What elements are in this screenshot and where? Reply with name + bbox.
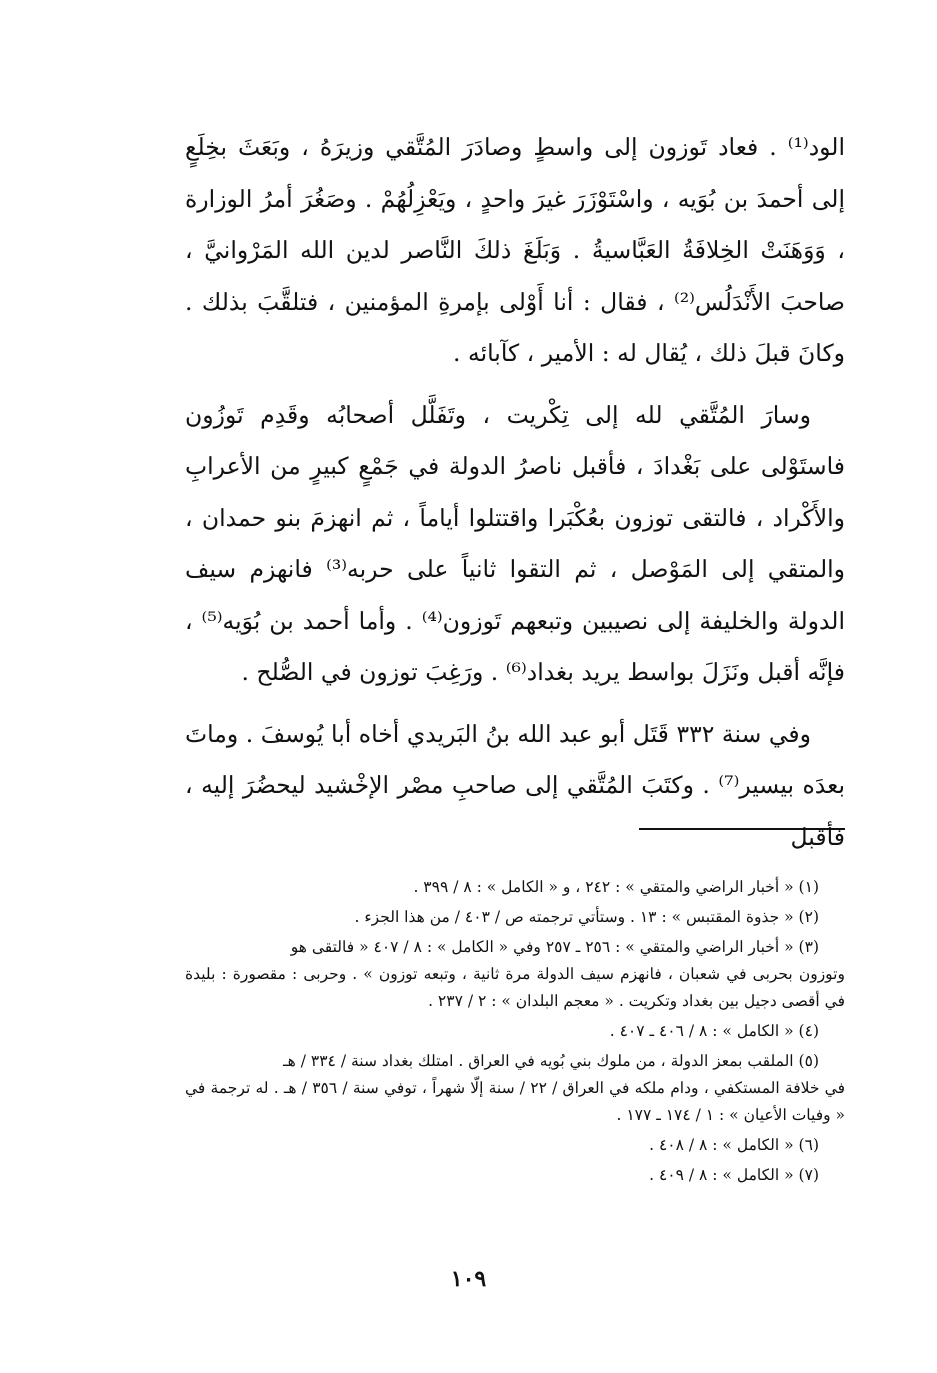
footnote-text: الملقب بمعز الدولة ، من ملوك بني بُويه في العراق . امتلك بغداد سنة / ٣٣٤ / هـ [283,1052,794,1070]
footnote-number: (٧) [798,1166,819,1184]
footnote-separator [639,828,845,830]
footnote-number: (٤) [798,1022,819,1040]
footnote-number: (٦) [798,1136,819,1154]
footnotes [185,874,845,1192]
footnote-1 [185,874,845,901]
footnote-text: « أخبار الراضي والمتقي » : ٢٤٢ ، و « الكامل » : ٨ / ٣٩٩ . [413,878,794,896]
footnote-7 [185,1162,845,1189]
footnote-number: (١) [798,878,819,896]
paragraph-2: وسارَ المُتَّقي لله إلى تِكْريت ، وتَفَلَّل أصحابُه وقَدِم تَوزُون فاستَوْلى على بَغْدادَ ، فأقبل ناصرُ الدولة في جَمْعٍ كبيرٍ من الأعرابِ والأَكْراد ، فالتقى توزون بعُكْبَرا واقتتلوا أياماً ، ثم انهزمَ بنو حمدان ، والمتقي إلى المَوْصل ، ثم التقوا ثانياً على حربه⁽³⁾ فانهزم سيف الدولة والخليفة إلى نصيبين وتبعهم تَوزون⁽⁴⁾ . وأما أحمد بن بُوَيه⁽⁵⁾ ، فإنَّه أقبل ونَزَلَ بواسط يريد بغداد⁽⁶⁾ . ورَغِبَ توزون في الصُّلح . [185,400,845,686]
footnote-4 [185,1018,845,1045]
footnote-text: « الكامل » : ٨ / ٤٠٦ ـ ٤٠٧ . [609,1022,794,1040]
footnote-text: « الكامل » : ٨ / ٤٠٨ . [649,1136,794,1154]
page-number: ١٠٩ [450,1266,487,1292]
footnote-number: (٣) [798,938,819,956]
footnote-text: « أخبار الراضي والمتقي » : ٢٥٦ ـ ٢٥٧ وفي « الكامل » : ٨ / ٤٠٧ « فالتقى هو [290,938,794,956]
footnote-number: (٢) [798,908,819,926]
footnote-6 [185,1132,845,1159]
main-text [185,122,845,873]
footnote-number: (٥) [798,1052,819,1070]
footnote-text: « جذوة المقتبس » : ١٣ . وستأتي ترجمته ص / ٤٠٣ / من هذا الجزء . [354,908,794,926]
footnote-2 [185,904,845,931]
footnote-text: « الكامل » : ٨ / ٤٠٩ . [649,1166,794,1184]
paragraph-3: وفي سنة ٣٣٢ قَتَل أبو عبد الله بنُ البَريدي أخاه أبا يُوسفَ . وماتَ بعدَه بيسير⁽⁷⁾ . وكتَبَ المُتَّقي إلى صاحبِ مصْر الإخْشيد ليحضُرَ إليه ، فأقبل [185,719,845,851]
footnote-continuation: وتوزون بحربى في شعبان ، فانهزم سيف الدولة مرة ثانية ، وتبعه توزون » . وحربى : مقصورة : بليدة في أقصى دجيل بين بغداد وتكريت . « معجم البلدان » : ٢ / ٢٣٧ . [185,965,845,1010]
paragraph-1: الود⁽¹⁾ . فعاد تَوزون إلى واسطٍ وصادَرَ المُتَّقي وزيرَهُ ، وبَعَثَ بخِلَعٍ إلى أحمدَ بن بُوَيه ، واسْتَوْزَرَ غيرَ واحدٍ ، ويَعْزِلُهُمْ . وصَغُرَ أمرُ الوزارة ، وَوَهَنَتْ الخِلافَةُ العَبَّاسيةُ . وَبَلَغَ ذلكَ النَّاصر لدين الله المَرْوانيَّ ، صاحبَ الأَنْدَلُس⁽²⁾ ، فقال : أنا أَوْلى بإمرةِ المؤمنين ، فتلقَّبَ بذلك . وكانَ قبلَ ذلك ، يُقال له : الأمير ، كآبائه . [185,133,845,367]
footnote-3 [185,934,845,1015]
footnote-continuation: في خلافة المستكفي ، ودام ملكه في العراق / ٢٢ / سنة إلّا شهراً ، توفي سنة / ٣٥٦ / هـ . له ترجمة في « وفيات الأعيان » : ١ / ١٧٤ ـ ١٧٧ . [185,1079,846,1124]
footnote-5 [185,1048,845,1129]
